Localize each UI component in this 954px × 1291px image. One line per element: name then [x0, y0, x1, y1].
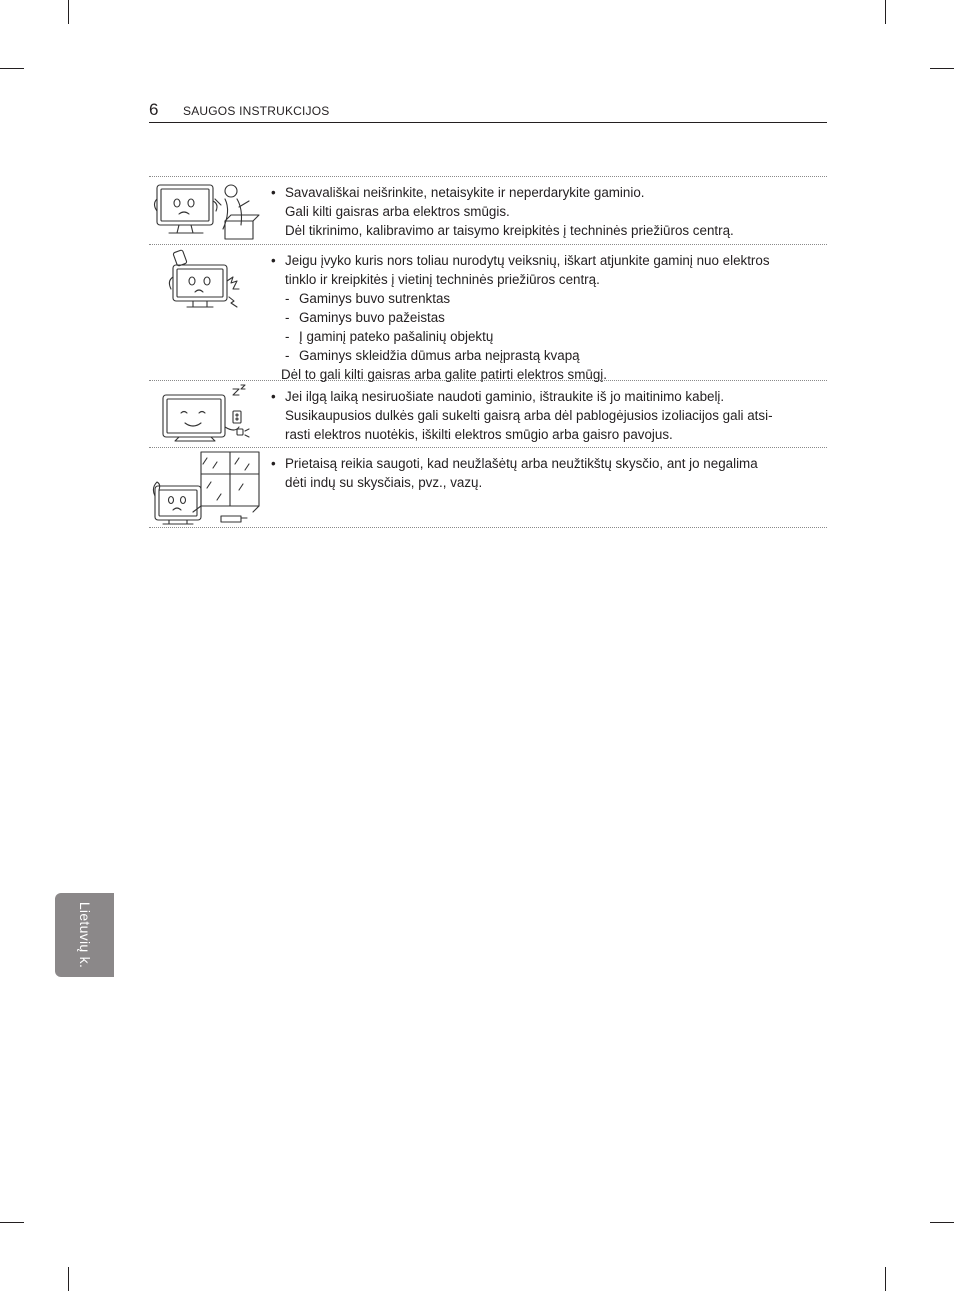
list-item [271, 346, 816, 365]
dash-symbol: - [285, 348, 290, 363]
section-title: SAUGOS INSTRUKCIJOS [183, 104, 330, 118]
crop-mark [0, 68, 24, 69]
text-line: rasti elektros nuotėkis, iškilti elektros smūgio arba gaisro pavojus. [285, 427, 673, 442]
language-tab-label: Lietuvių k. [76, 901, 93, 969]
crop-mark [885, 0, 886, 24]
safety-table [149, 176, 827, 528]
crop-mark [930, 68, 954, 69]
tv-damaged-icon [151, 247, 263, 311]
text-line: Jei ilgą laiką nesiruošiate naudoti gaminio, ištraukite iš jo maitinimo kabelį. [285, 389, 725, 404]
bullet-item [271, 387, 816, 444]
text-line: Susikaupusios dulkės gali sukelti gaisrą arba dėl pablogėjusios izoliacijos gali atsi- [285, 408, 773, 423]
crop-mark [930, 1222, 954, 1223]
safety-row [149, 245, 827, 381]
page-header [149, 100, 827, 123]
crop-mark [68, 1267, 69, 1291]
text-line: Savavališkai neišrinkite, netaisykite ir neperdarykite gaminio. [285, 185, 645, 200]
row-text [271, 454, 816, 492]
tv-disassembly-icon [151, 179, 263, 243]
row-text [271, 183, 816, 240]
list-item [271, 327, 816, 346]
crop-mark [0, 1222, 24, 1223]
list-item-text: Gaminys buvo sutrenktas [299, 291, 451, 306]
text-line: dėti indų su skysčiais, pvz., vazų. [285, 475, 483, 490]
language-tab [55, 893, 114, 977]
bullet-symbol: • [271, 253, 276, 268]
list-item [271, 308, 816, 327]
text-line: Prietaisą reikia saugoti, kad neužlašėtų arba neužtikštų skysčio, ant jo negalima [285, 456, 758, 471]
text-line: Gali kilti gaisras arba elektros smūgis. [285, 204, 510, 219]
row-text [271, 251, 816, 384]
list-item-text: Į gaminį pateko pašalinių objektų [299, 329, 494, 344]
bullet-item [271, 454, 816, 492]
bullet-item [271, 251, 816, 289]
row-note: Dėl to gali kilti gaisras arba galite patirti elektros smūgį. [281, 367, 607, 382]
dash-symbol: - [285, 329, 290, 344]
dash-symbol: - [285, 291, 290, 306]
tv-rain-window-icon [151, 450, 263, 528]
bullet-item [271, 183, 816, 240]
text-line: Dėl tikrinimo, kalibravimo ar taisymo kreipkitės į techninės priežiūros centrą. [285, 223, 734, 238]
list-item [271, 289, 816, 308]
bullet-symbol: • [271, 185, 276, 200]
crop-mark [68, 0, 69, 24]
bullet-symbol: • [271, 456, 276, 471]
list-item-text: Gaminys skleidžia dūmus arba neįprastą kvapą [299, 348, 580, 363]
row-text [271, 387, 816, 444]
safety-row [149, 448, 827, 528]
tv-unplugged-sleeping-icon [151, 383, 263, 447]
text-line: Jeigu įvyko kuris nors toliau nurodytų veiksnių, iškart atjunkite gaminį nuo elektros [285, 253, 770, 268]
safety-row [149, 177, 827, 245]
list-item-text: Gaminys buvo pažeistas [299, 310, 445, 325]
crop-mark [885, 1267, 886, 1291]
bullet-symbol: • [271, 389, 276, 404]
safety-row [149, 381, 827, 448]
text-line: tinklo ir kreipkitės į vietinį techninės priežiūros centrą. [285, 272, 600, 287]
dash-symbol: - [285, 310, 290, 325]
page-number: 6 [149, 100, 159, 119]
